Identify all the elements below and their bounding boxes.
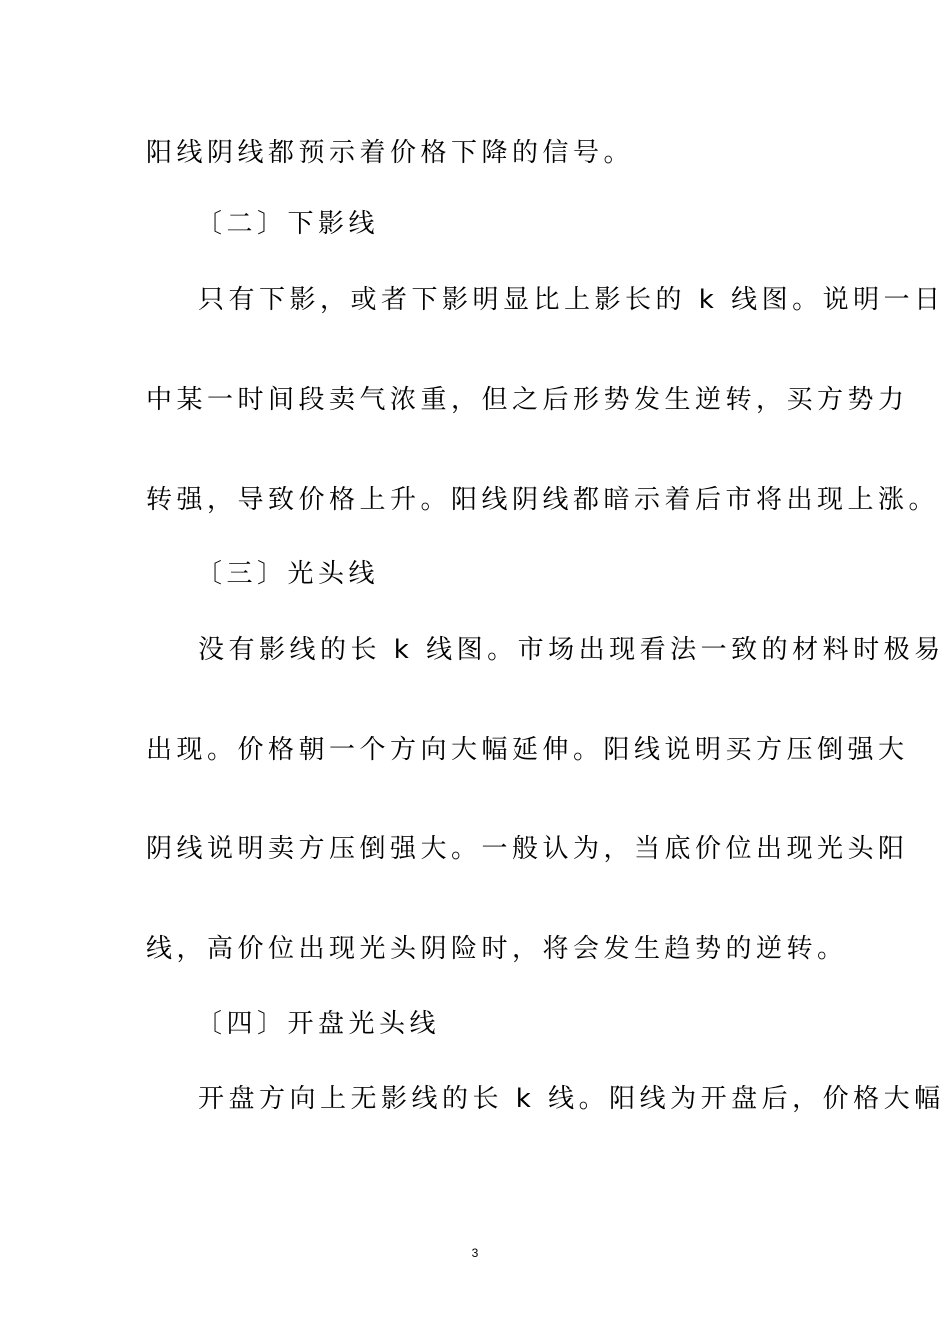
paragraph-line: 只有下影，或者下影明显比上影长的 k 线图。说明一日: [198, 285, 945, 315]
section-heading: 〔三〕光头线: [196, 559, 380, 589]
paragraph-line: 没有影线的长 k 线图。市场出现看法一致的材料时极易: [198, 635, 945, 665]
section-heading: 〔四〕开盘光头线: [196, 1009, 441, 1039]
paragraph-line: 出现。价格朝一个方向大幅延伸。阳线说明买方压倒强大: [146, 735, 909, 765]
section-heading: 〔二〕下影线: [196, 209, 380, 239]
paragraph-line: 中某一时间段卖气浓重，但之后形势发生逆转，买方势力: [146, 385, 909, 415]
paragraph-line: 开盘方向上无影线的长 k 线。阳线为开盘后，价格大幅: [198, 1084, 945, 1114]
paragraph-line: 阴线说明卖方压倒强大。一般认为，当底价位出现光头阳: [146, 834, 909, 864]
paragraph-line: 线，高价位出现光头阴险时，将会发生趋势的逆转。: [146, 934, 848, 964]
paragraph-line: 转强，导致价格上升。阳线阴线都暗示着后市将出现上涨。: [146, 485, 940, 515]
paragraph-line: 阳线阴线都预示着价格下降的信号。: [146, 138, 635, 168]
page-number: 3: [471, 1246, 479, 1260]
